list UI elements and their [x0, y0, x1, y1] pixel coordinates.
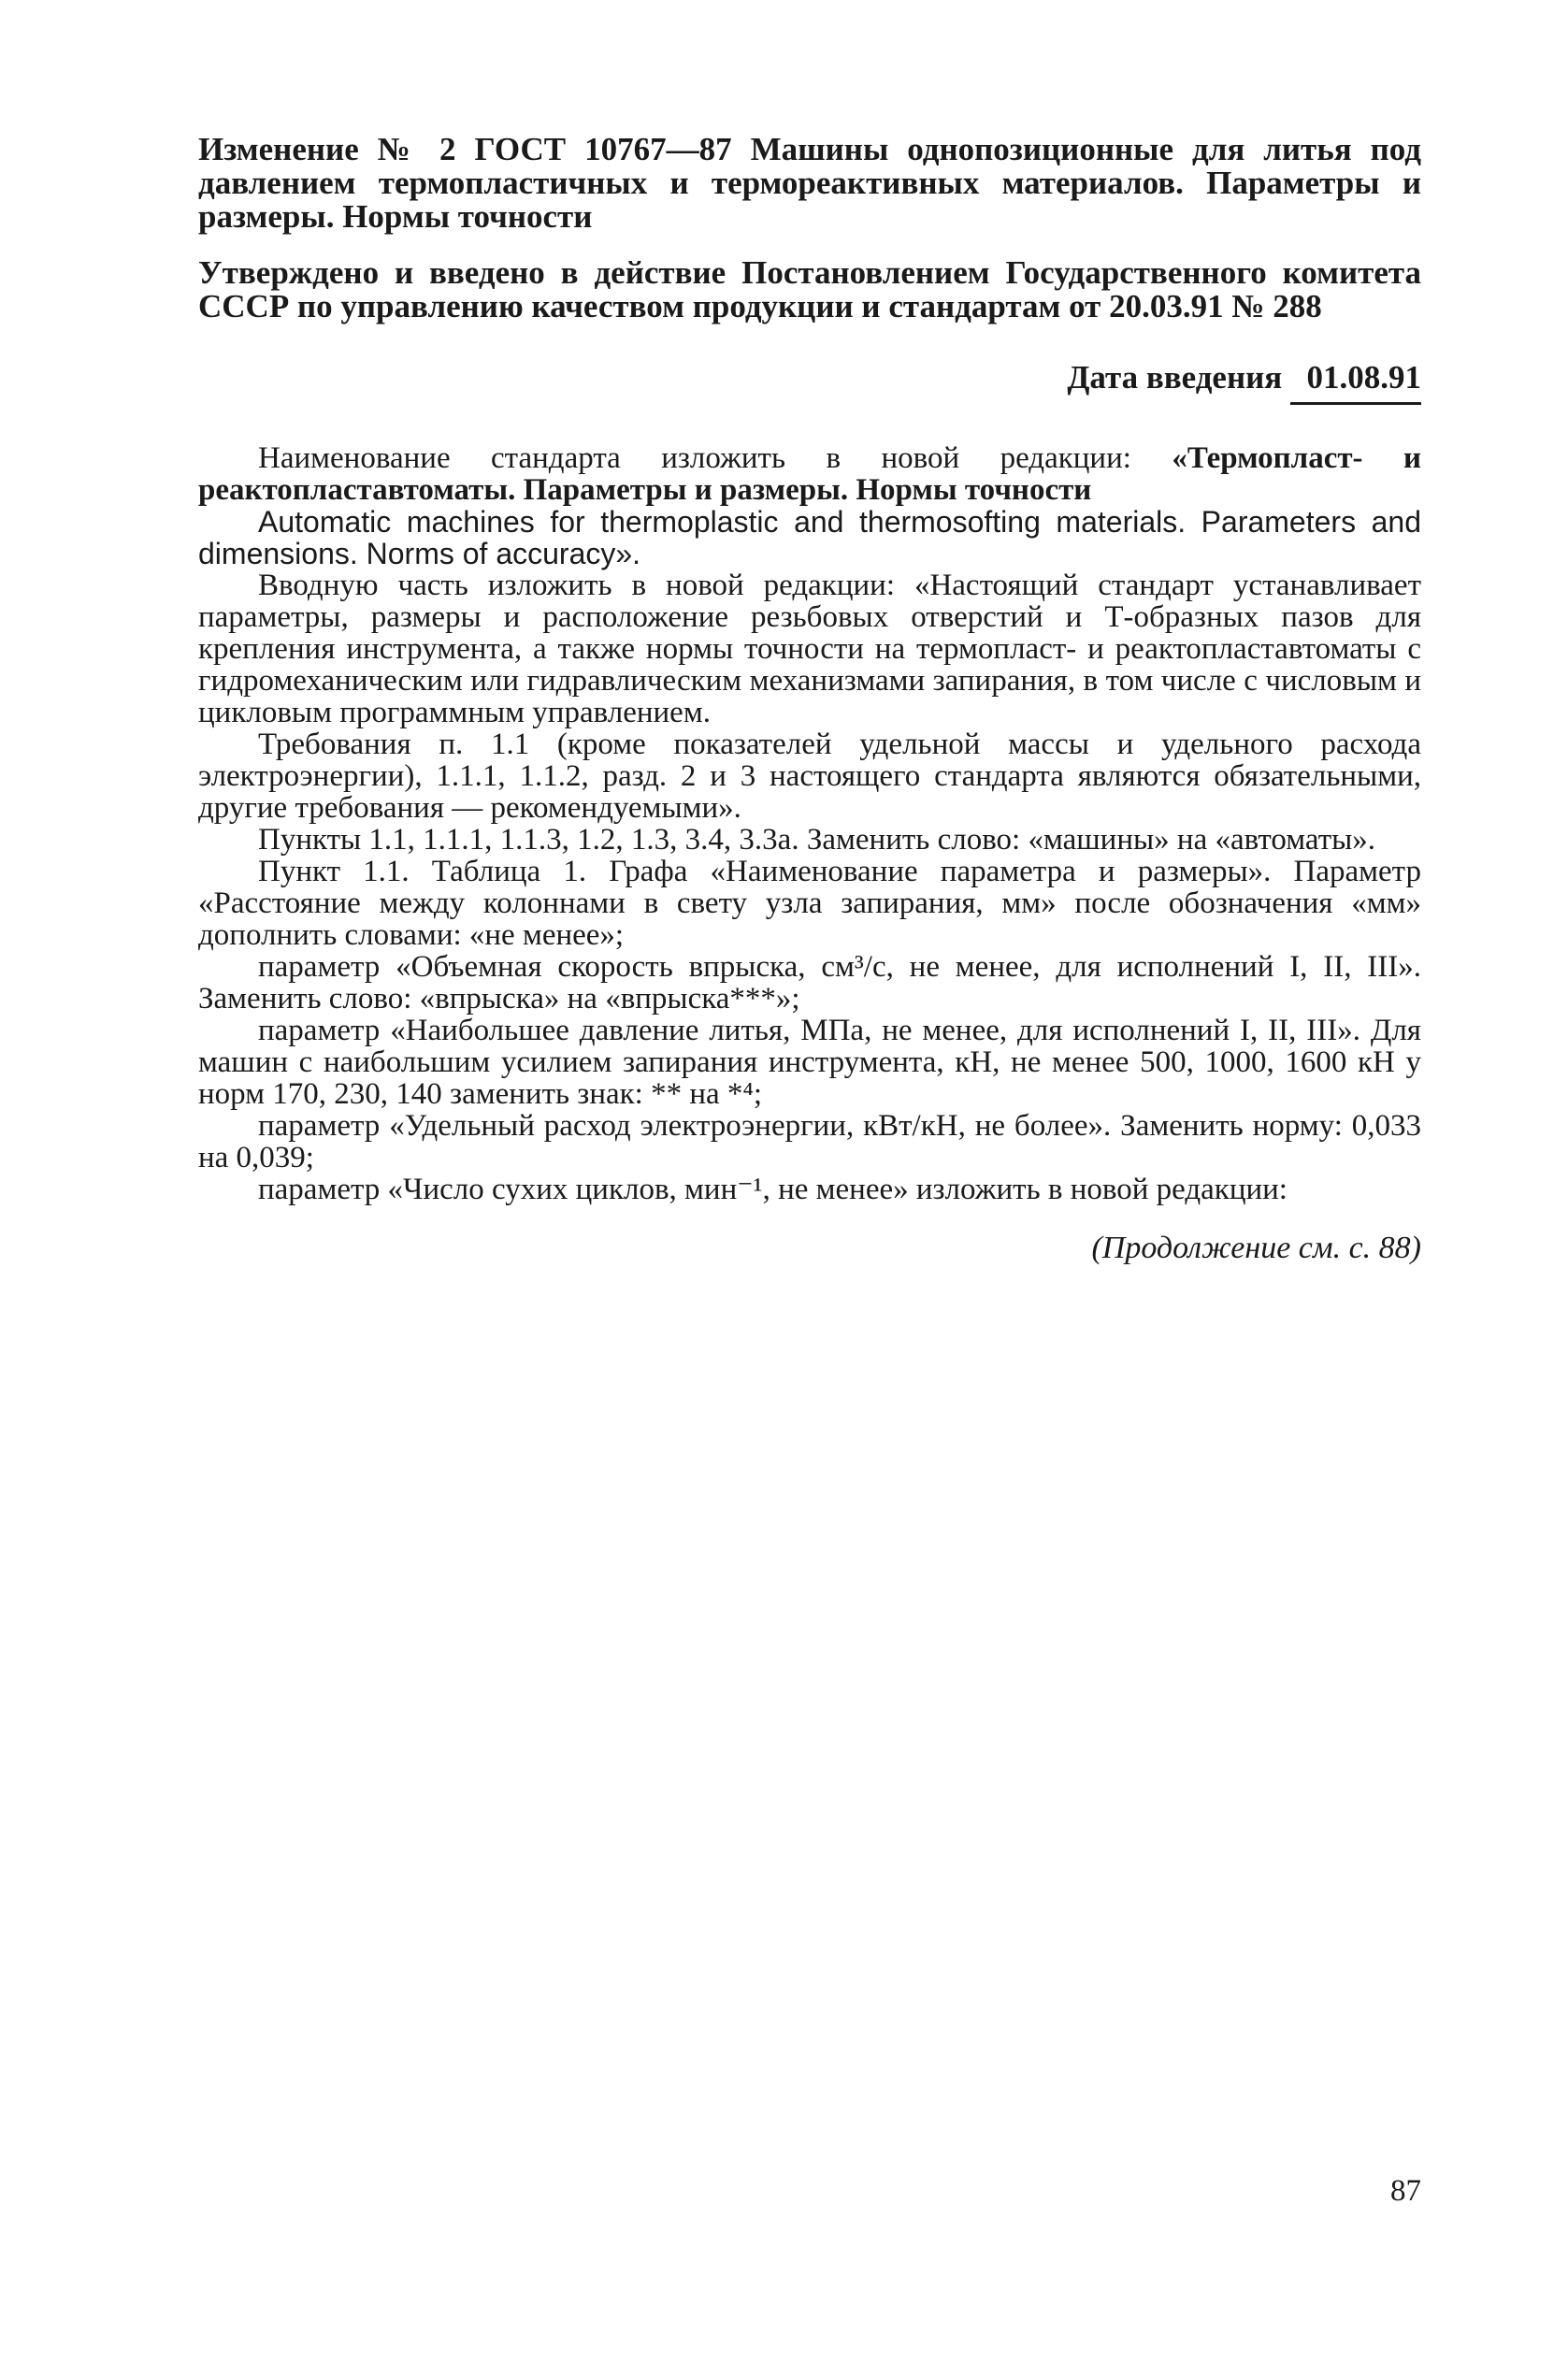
- paragraph-intro: Наименование стандарта изложить в новой редакции:: [258, 441, 1172, 475]
- paragraph-introductory-part: Вводную часть изложить в новой редакции: «Настоящий стандарт устанавливает параметры, размеры и расположение резьбовых отверстий и Т-образных пазов для крепления инструмента, а также нормы точности на термопласт- и реактопластавтоматы с гидромеханическим или гидравлическим механизмами запирания, в том числе с числовым и цикловым программным управлением.: [198, 569, 1421, 729]
- paragraph-injection-speed: параметр «Объемная скорость впрыска, см³/с, не менее, для исполнений I, II, III». Заменить слово: «впрыска» на «впрыска***»;: [198, 950, 1421, 1016]
- paragraph-items-replace: Пункты 1.1, 1.1.1, 1.1.3, 1.2, 1.3, 3.4, 3.3а. Заменить слово: «машины» на «автоматы».: [258, 823, 1376, 857]
- paragraph-injection-pressure: параметр «Наибольшее давление литья, МПа, не менее, для исполнений I, II, III». Для машин с наибольшим усилием запирания инструмента, кН, не менее 500, 1000, 1600 кН у норм 170, 230, 140 заменить знак: ** на *⁴;: [198, 1014, 1421, 1111]
- amendment-title: Изменение № 2 ГОСТ 10767—87 Машины однопозиционные для литья под давлением термопластичных и термореактивных материалов. Параметры и размеры. Нормы точности: [198, 131, 1421, 235]
- date-value: 01.08.91: [1290, 359, 1421, 405]
- introduction-date: [198, 359, 1421, 405]
- continuation-note: (Продолжение см. с. 88): [1091, 1231, 1421, 1265]
- approval-statement: Утверждено и введено в действие Постановлением Государственного комитета СССР по управлению качеством продукции и стандартам от 20.03.91 № 288: [198, 254, 1421, 324]
- body-text: [198, 442, 1421, 1205]
- date-label: Дата введения: [1067, 359, 1283, 396]
- paragraph-dry-cycles: параметр «Число сухих циклов, мин⁻¹, не менее» изложить в новой редакции:: [258, 1173, 1287, 1206]
- page-content: [198, 133, 1421, 1267]
- paragraph-energy-consumption: параметр «Удельный расход электроэнергии, кВт/кН, не более». Заменить норму: 0,033 на 0,039;: [198, 1109, 1421, 1174]
- paragraph-standard-name: [198, 442, 1421, 506]
- standard-title-en: Automatic machines for thermoplastic and thermosofting materials. Parameters and dimensions. Norms of accuracy».: [198, 505, 1421, 570]
- page-number: 87: [1390, 2174, 1421, 2208]
- standard-title-ru: «Термопласт- и реактопластавтоматы. Параметры и размеры. Нормы точности: [198, 441, 1422, 507]
- paragraph-requirements: Требования п. 1.1 (кроме показателей удельной массы и удельного расхода электроэнергии), 1.1.1, 1.1.2, разд. 2 и 3 настоящего стандарта являются обязательными, другие требования — рекомендуемыми».: [198, 728, 1421, 825]
- paragraph-table-1: Пункт 1.1. Таблица 1. Графа «Наименование параметра и размеры». Параметр «Расстояние между колоннами в свету узла запирания, мм» после обозначения «мм» дополнить словами: «не менее»;: [198, 855, 1421, 952]
